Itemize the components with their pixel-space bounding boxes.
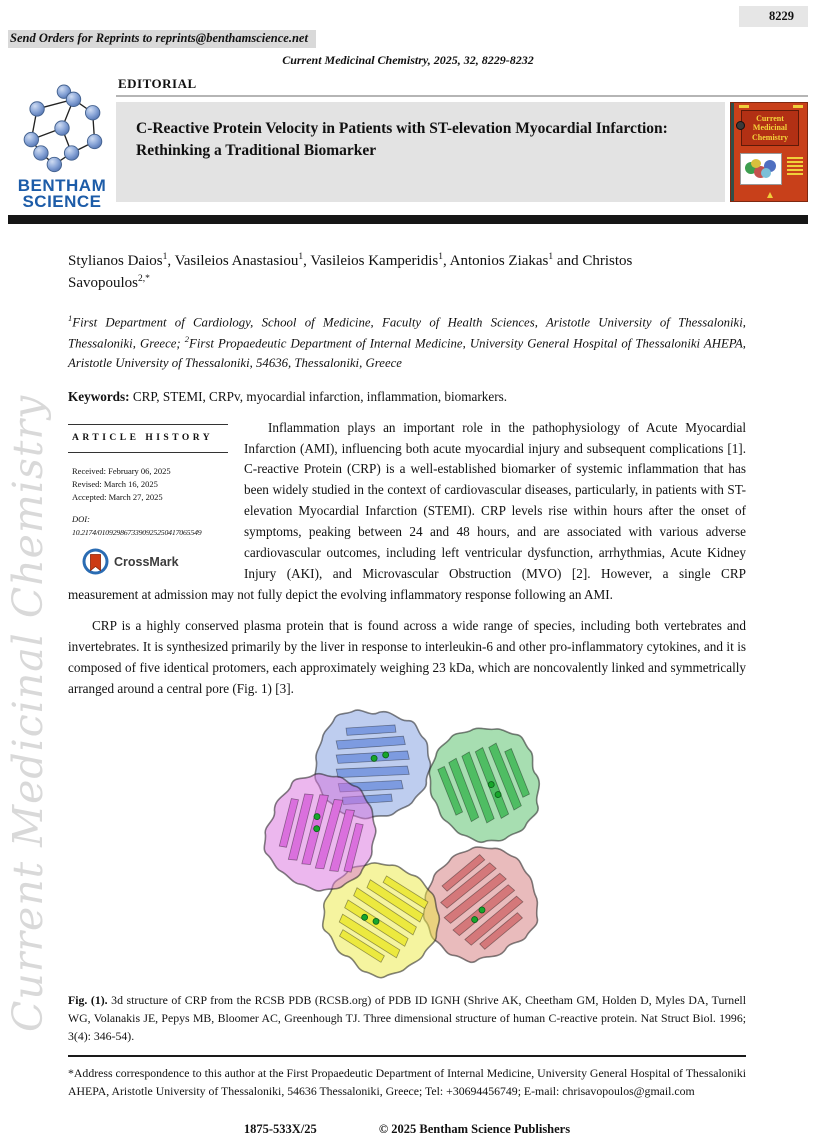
body-block bbox=[68, 418, 746, 700]
page-number: 8229 bbox=[739, 6, 808, 27]
header-right bbox=[116, 74, 808, 210]
publisher-name-line2: SCIENCE bbox=[22, 192, 102, 212]
figure-caption bbox=[68, 991, 746, 1046]
history-entry: Accepted: March 27, 2025 bbox=[72, 492, 163, 503]
doi-block bbox=[68, 513, 228, 539]
reprint-row bbox=[8, 29, 808, 48]
header-divider-bar bbox=[8, 215, 808, 224]
cover-top-mark bbox=[739, 105, 749, 108]
article-history-box bbox=[68, 424, 228, 578]
publisher-logo bbox=[8, 74, 116, 210]
figure-1 bbox=[68, 704, 746, 985]
cover-left-strip bbox=[731, 103, 734, 201]
author-name: Vasileios Anastasiou bbox=[174, 253, 299, 270]
title-box bbox=[116, 102, 725, 202]
cover-top-mark bbox=[793, 105, 803, 108]
crp-pentamer-figure bbox=[226, 704, 588, 980]
cover-protein-image bbox=[740, 153, 782, 185]
keywords-line bbox=[68, 389, 746, 405]
journal-cover-thumbnail bbox=[730, 102, 808, 202]
section-label: EDITORIAL bbox=[116, 74, 808, 97]
publisher-name bbox=[18, 178, 107, 210]
crossmark-badge bbox=[68, 548, 228, 578]
reprint-notice: Send Orders for Reprints to reprints@benthamscience.net bbox=[8, 30, 316, 48]
article-title: C-Reactive Protein Velocity in Patients with ST-elevation Myocardial Infarction: Rethinking a Traditional Biomarker bbox=[136, 120, 668, 159]
crossmark-icon bbox=[82, 548, 109, 578]
history-entry: Received: February 06, 2025 bbox=[72, 465, 171, 476]
article-history-entries bbox=[68, 465, 228, 505]
top-bar bbox=[8, 6, 808, 27]
cover-emblem-icon bbox=[736, 121, 745, 130]
affiliation-text: First Department of Cardiology, School of Medicine, Faculty of Health Sciences, Aristotle University of Thessaloniki, Thessaloniki, Greece; bbox=[68, 315, 746, 350]
page-footer bbox=[68, 1122, 746, 1137]
cover-side-text bbox=[787, 157, 803, 177]
paragraph-1: Inflammation plays an important role in the pathophysiology of Acute Myocardial Infarction (AMI), influencing both acute myocardial injury and subsequent complications [1]. C-reactive Protein (CRP) is a well-established biomarker of systemic inflammation that has been widely studied in the context of cardiovascular diseases, particularly, in patients with ST-elevation Myocardial Infarction (STEMI). CRP levels rise within hours after the onset of symptoms, peaking between 24 and 48 hours, and are associated with various adverse cardiovascular outcomes, including left ventricular dysfunction, arrhythmias, Acute Kidney Injury (AKI), and Microvascular Obstruction (MVO) [2]. However, a single CRP measurement at admission may not fully depict the evolving inflammatory response following an AMI. bbox=[68, 419, 746, 602]
author-name: Christos Savopoulos bbox=[68, 253, 633, 292]
affiliation-text: First Propaedeutic Department of Internal Medicine, University General Hospital of Thessaloniki AHEPA, Aristotle University of Thessaloniki, 54636, Thessaloniki, Greece bbox=[68, 335, 746, 371]
author-name: Vasileios Kamperidis bbox=[310, 253, 439, 270]
crossmark-label: CrossMark bbox=[114, 555, 179, 570]
issn-code: 1875-533X/25 bbox=[243, 1122, 317, 1137]
figure-caption-text: 3d structure of CRP from the RCSB PDB (RCSB.org) of PDB ID IGNH (Shrive AK, Cheetham GM, Holden D, Myles DA, Turnell WG, Volanakis JE, Pepys MB, Bloomer AC, Greenhough TJ. Three dimensional structure of human C-reactive protein. Nat Struct Biol. 1996; 3(4): 346-54). bbox=[68, 992, 746, 1044]
side-watermark: Current Medicinal Chemistry bbox=[4, 394, 52, 1032]
correspondence-footnote: *Address correspondence to this author at the First Propaedeutic Department of Internal Medicine, University General Hospital of Thessaloniki AHEPA, Aristotle University of Thessaloniki, 54636 Thessaloniki, Greece; Tel: +30694456749; E-mail: chrisavopoulos@gmail.com bbox=[68, 1065, 746, 1099]
authors-line: Stylianos Daios$^1$, Vasileios Anastasiou$^1$, Vasileios Kamperidis$^1$, Antonios Ziakas$^1$ and Christos Savopoulos$^{2,*}$ bbox=[68, 252, 633, 292]
affiliations: $^1$First Department of Cardiology, School of Medicine, Faculty of Health Sciences, Aristotle University of Thessaloniki, Thessaloniki, Greece; $^2$First Propaedeutic Department of Internal Medicine, University General Hospital of Thessaloniki AHEPA, Aristotle University of Thessaloniki, 54636, Thessaloniki, Greece bbox=[68, 312, 746, 371]
cover-title-box bbox=[741, 110, 799, 146]
cover-bottom-emblem bbox=[767, 192, 773, 198]
title-row bbox=[116, 102, 808, 202]
author-name: Stylianos Daios bbox=[68, 253, 163, 270]
doi-value: 10.2174/0109298673390925250417065549 bbox=[72, 527, 202, 537]
author-name: Antonios Ziakas bbox=[449, 253, 549, 270]
publisher-name-line1: BENTHAM bbox=[17, 176, 107, 195]
copyright-notice: © 2025 Bentham Science Publishers bbox=[378, 1122, 571, 1137]
figure-caption-label: Fig. (1). bbox=[68, 992, 108, 1007]
keywords-label: Keywords: bbox=[68, 388, 130, 404]
doi-label: DOI: bbox=[72, 514, 90, 525]
molecule-logo-icon bbox=[14, 84, 110, 176]
paragraph-2: CRP is a highly conserved plasma protein that is found across a wide range of species, including both vertebrates and invertebrates. It is synthesized primarily by the liver in response to interleukin-6 and other pro-inflammatory cytokines, and it is composed of five identical protomers, each approximately weighing 23 kDa, which are noncovalently linked and symmetrically arranged around a central pore (Fig. 1) [3]. bbox=[68, 618, 746, 697]
footnote-divider bbox=[68, 1055, 746, 1057]
history-entry: Revised: March 16, 2025 bbox=[72, 478, 158, 489]
journal-citation-line: Current Medicinal Chemistry, 2025, 32, 8229-8232 bbox=[282, 53, 534, 67]
cover-title: Current Medicinal Chemistry bbox=[752, 114, 788, 142]
article-header bbox=[8, 74, 808, 210]
keywords-text: CRP, STEMI, CRPv, myocardial infarction, inflammation, biomarkers. bbox=[129, 388, 508, 404]
article-history-title: ARTICLE HISTORY bbox=[68, 424, 228, 453]
article-content bbox=[8, 251, 808, 1137]
